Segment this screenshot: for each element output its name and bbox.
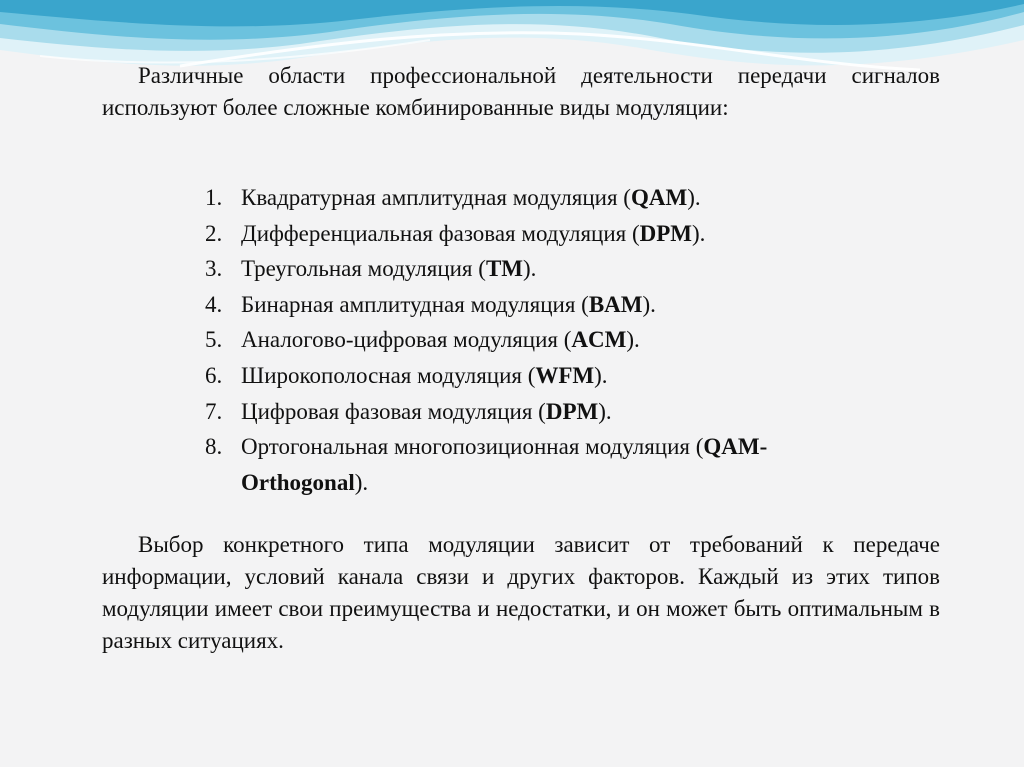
list-item-text: Цифровая фазовая модуляция ( — [241, 398, 546, 424]
list-item-closing: ). — [626, 327, 640, 353]
list-item-closing: ). — [523, 256, 537, 282]
list-item — [205, 394, 845, 430]
list-item-text: Квадратурная амплитудная модуляция ( — [241, 185, 631, 210]
list-item — [205, 322, 845, 358]
list-item-text: Широкополосная модуляция ( — [241, 362, 536, 388]
list-item-text: Дифференциальная фазовая модуляция ( — [241, 220, 640, 246]
list-item — [205, 287, 845, 323]
list-item-text: Бинарная амплитудная модуляция ( — [241, 291, 589, 317]
list-item-closing: ). — [692, 220, 706, 246]
intro-paragraph — [102, 60, 940, 124]
list-item-abbreviation: BAM — [588, 291, 643, 317]
list-item-abbreviation: WFM — [535, 362, 595, 388]
list-item-abbreviation: QAM — [630, 185, 688, 210]
list-item-abbreviation: DPM — [545, 398, 599, 424]
list-item-number: 5. — [205, 327, 223, 353]
list-item-number: 8. — [205, 434, 223, 460]
list-item — [205, 251, 845, 287]
list-item-number: 3. — [205, 256, 223, 282]
list-item-closing: ). — [594, 362, 608, 388]
list-item-number: 1. — [205, 185, 223, 210]
list-item-abbreviation: QAM-Orthogonal — [241, 434, 768, 495]
list-item — [205, 216, 845, 252]
intro-text: Различные области профессиональной деятельности передачи сигналов используют более сложные комбинированные виды модуляции: — [102, 63, 940, 120]
list-item-text: Ортогональная многопозиционная модуляция ( — [241, 434, 704, 460]
list-item-number: 7. — [205, 398, 223, 424]
list-item-closing: ). — [354, 469, 369, 495]
list-item — [205, 429, 845, 500]
conclusion-text: Выбор конкретного типа модуляции зависит от требований к передаче информации, условий канала связи и других факторов. Каждый из этих типов модуляции имеет свои преимущества и недостатки, и он может быть оптимальным в разных ситуациях. — [102, 532, 940, 653]
list-item — [205, 358, 845, 394]
list-item — [205, 180, 845, 216]
list-item-abbreviation: DPM — [639, 220, 693, 246]
list-item-number: 6. — [205, 362, 223, 388]
list-item-closing: ). — [642, 291, 656, 317]
list-item-number: 2. — [205, 220, 223, 246]
list-item-abbreviation: ACM — [571, 327, 627, 353]
list-item-text: Аналогово-цифровая модуляция ( — [241, 327, 572, 353]
list-item-text: Треугольная модуляция ( — [241, 256, 486, 282]
list-item-closing: ). — [598, 398, 612, 424]
list-item-number: 4. — [205, 291, 223, 317]
conclusion-paragraph — [102, 529, 940, 657]
modulation-list — [205, 180, 845, 500]
list-item-abbreviation: TM — [485, 256, 523, 282]
list-item-closing: ). — [687, 185, 701, 210]
